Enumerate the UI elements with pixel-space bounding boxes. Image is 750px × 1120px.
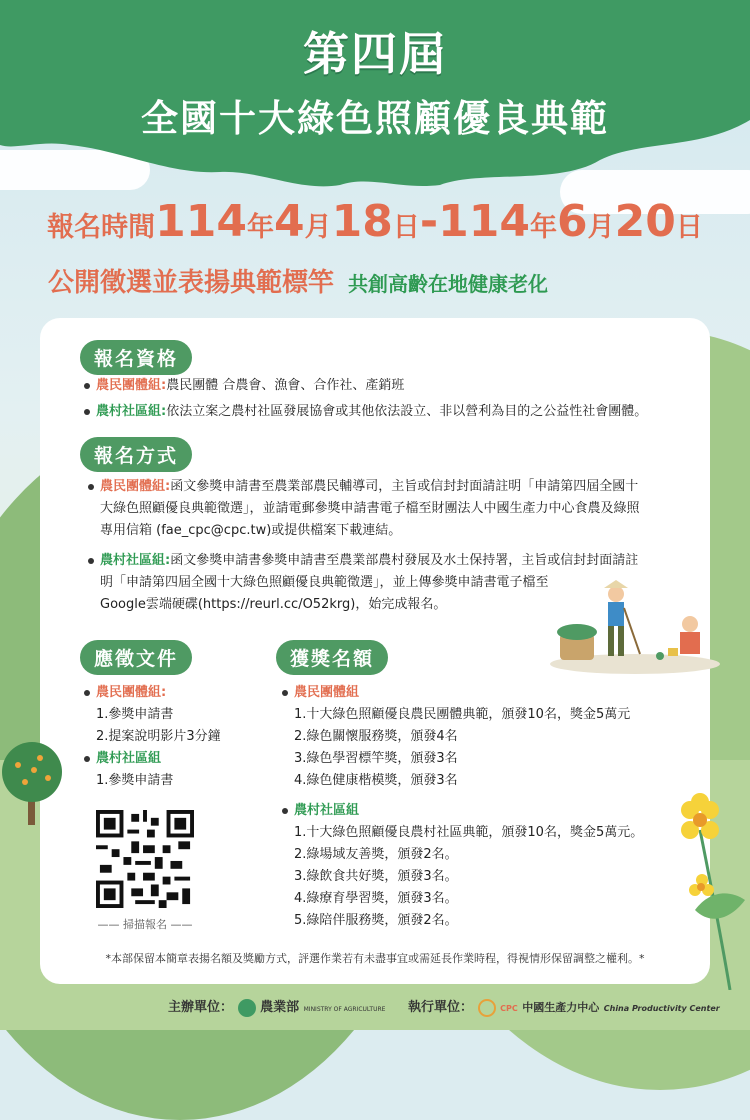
heading-eligibility: 報名資格 — [80, 340, 192, 375]
bullet-icon — [282, 808, 288, 814]
period-start-day: 18 — [331, 196, 393, 247]
award-item: 3.綠色學習標竿獎，頒發3名 — [294, 751, 458, 766]
documents-list — [84, 682, 221, 792]
group-label: 農民團體組: — [96, 685, 167, 700]
slogan-sub: 共創高齡在地健康老化 — [348, 272, 549, 296]
period-unit: 月 — [304, 212, 332, 243]
method-text: 明「申請第四屆全國十大綠色照顧優良典範徵選」，並上傳參獎申請書電子檔至 — [100, 575, 549, 590]
award-item: 1.十大綠色照顧優良農民團體典範，頒發10名，獎金5萬元 — [294, 707, 631, 722]
eligibility-text: 農民團體 合農會、漁會、合作社、產銷班 — [166, 378, 405, 393]
period-unit: 年 — [529, 212, 557, 243]
period-unit: 日 — [392, 212, 420, 243]
period-start-year: 114 — [155, 196, 247, 247]
eligibility-text: 依法立案之農村社區發展協會或其他依法設立、非以營利為目的之公益性社會團體。 — [166, 404, 648, 419]
award-item: 2.綠色關懷服務獎，頒發4名 — [294, 729, 458, 744]
method-text: 大綠色照顧優良典範徵選」，並請電郵參獎申請書電子檔至財團法人中國生產力中心食農及綠照 — [100, 501, 640, 516]
bullet-icon — [88, 484, 94, 490]
method-text: Google雲端硬碟(https://reurl.cc/O52krg)，始完成報名。 — [100, 597, 447, 612]
award-item: 1.十大綠色照顧優良農村社區典範，頒發10名，獎金5萬元。 — [294, 825, 644, 840]
group-label: 農村社區組 — [294, 803, 360, 818]
awards-list — [282, 682, 643, 932]
document-item: 2.提案說明影片3分鐘 — [96, 729, 221, 744]
host-logo-icon — [238, 999, 256, 1017]
group-label: 農村社區組 — [96, 751, 162, 766]
qr-caption: —— 掃描報名 —— — [97, 918, 193, 931]
bullet-icon — [282, 690, 288, 696]
period-end-year: 114 — [438, 196, 530, 247]
slogan — [48, 262, 708, 299]
footer-host — [168, 996, 385, 1017]
bullet-icon — [84, 409, 90, 415]
registration-period — [0, 196, 750, 247]
bullet-icon — [88, 558, 94, 564]
award-item: 5.綠陪伴服務獎，頒發2名。 — [294, 913, 458, 928]
host-label: 主辦單位： — [168, 1000, 234, 1015]
exec-logo-text: CPC — [500, 1004, 518, 1013]
list-item — [84, 682, 221, 704]
group-label: 農村社區組: — [96, 404, 167, 419]
heading-documents: 應徵文件 — [80, 640, 192, 675]
bullet-icon — [84, 756, 90, 762]
disclaimer-note: *本部保留本簡章表揚名額及獎勵方式，評選作業若有未盡事宜或需延長作業時程，得視情形保留調整之權利。* — [105, 952, 645, 965]
exec-label: 執行單位： — [408, 1000, 474, 1015]
exec-name: 中國生產力中心 — [522, 1001, 600, 1014]
list-item — [84, 748, 221, 770]
heading-awards: 獲獎名額 — [276, 640, 388, 675]
qr-code[interactable] — [96, 810, 194, 908]
period-end-day: 20 — [614, 196, 676, 247]
list-item — [88, 550, 640, 572]
bullet-icon — [84, 383, 90, 389]
group-label: 農民團體組: — [96, 378, 167, 393]
tree-illustration — [0, 740, 70, 825]
period-dash: - — [419, 196, 439, 247]
heading-method: 報名方式 — [80, 437, 192, 472]
period-unit: 日 — [675, 212, 703, 243]
host-name-en: MINISTRY OF AGRICULTURE — [303, 1006, 386, 1013]
title-edition: 第四屆 — [303, 27, 447, 81]
footer-executor — [408, 996, 720, 1017]
list-item — [282, 800, 643, 822]
title-main: 全國十大綠色照顧優良典範 — [141, 97, 609, 140]
eligibility-list — [84, 375, 647, 423]
qr-caption-text: 掃描報名 — [123, 918, 167, 931]
group-label: 農民團體組 — [294, 685, 360, 700]
period-unit: 年 — [247, 212, 274, 243]
host-name: 農業部 — [260, 1000, 300, 1015]
list-item — [282, 682, 643, 704]
period-label: 報名時間 — [47, 212, 156, 243]
cpc-logo-icon — [478, 999, 496, 1017]
award-item: 4.綠色健康楷模獎，頒發3名 — [294, 773, 458, 788]
group-label: 農村社區組: — [100, 553, 171, 568]
period-start-month: 4 — [274, 196, 305, 247]
period-end-month: 6 — [556, 196, 588, 247]
method-text: 函文參獎申請書參獎申請書至農業部農村發展及水土保持署，主旨或信封封面請註 — [170, 553, 639, 568]
method-text: 函文參獎申請書至農業部農民輔導司，主旨或信封封面請註明「申請第四屆全國十 — [170, 479, 639, 494]
method-text: 專用信箱 (fae_cpc@cpc.tw)或提供檔案下載連結。 — [100, 523, 402, 538]
award-item: 2.綠場域友善獎，頒發2名。 — [294, 847, 458, 862]
list-item — [84, 375, 647, 397]
list-item — [84, 401, 647, 423]
bullet-icon — [84, 690, 90, 696]
exec-name-en: China Productivity Center — [603, 1004, 720, 1013]
farmers-illustration — [550, 574, 720, 674]
award-item: 4.綠療育學習獎，頒發3名。 — [294, 891, 458, 906]
group-label: 農民團體組: — [100, 479, 171, 494]
list-item — [88, 476, 640, 498]
award-item: 3.綠飲食共好獎，頒發3名。 — [294, 869, 458, 884]
period-unit: 月 — [587, 212, 615, 243]
document-item: 1.參獎申請書 — [96, 707, 174, 722]
slogan-main: 公開徵選並表揚典範標竿 — [48, 268, 335, 298]
document-item: 1.參獎申請書 — [96, 773, 174, 788]
